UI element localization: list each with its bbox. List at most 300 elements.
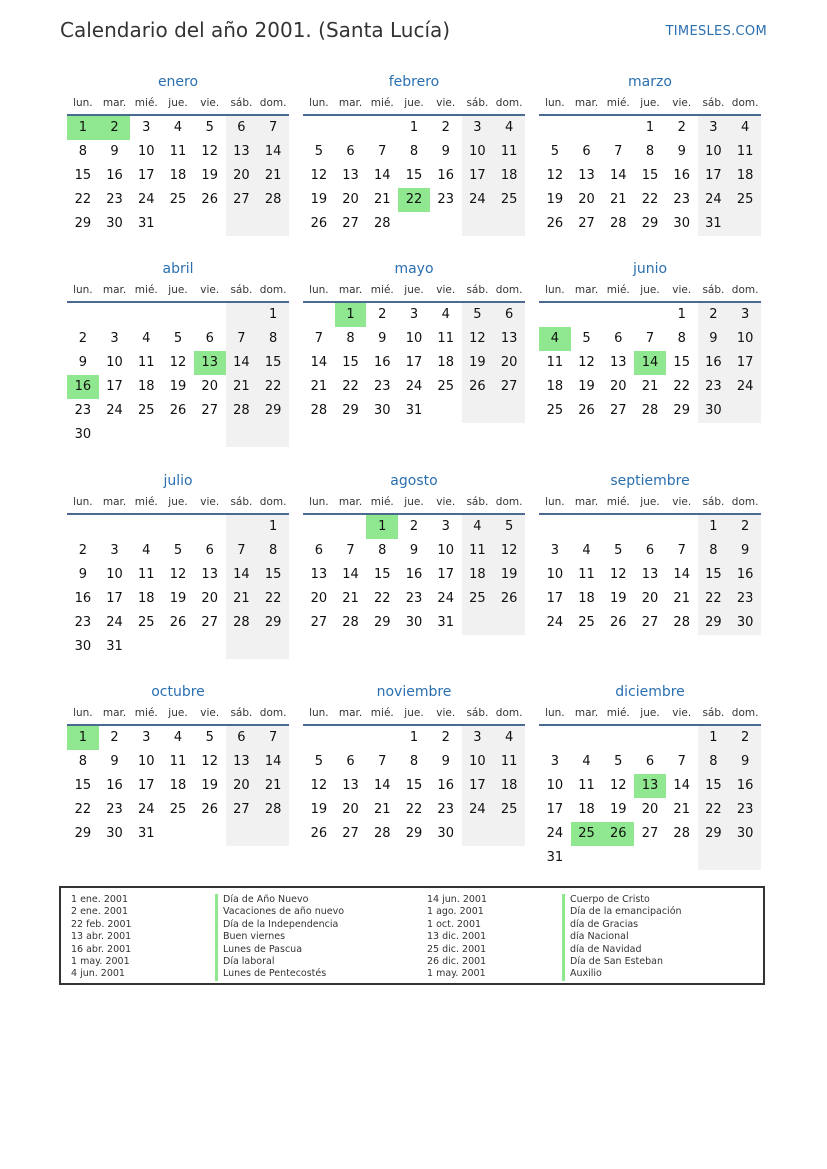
day-cell: 6 [226, 726, 258, 750]
day-cell: 17 [546, 591, 564, 606]
day-cell: 6 [346, 754, 355, 769]
day-cell: 17 [106, 591, 123, 606]
empty-day-cell [303, 515, 335, 539]
empty-day-cell [194, 822, 226, 846]
day-cell: 12 [169, 355, 187, 370]
weekday-label: lun. [309, 97, 329, 109]
day-cell: 11 [493, 140, 525, 164]
day-cell: 3 [550, 543, 559, 558]
weekday-label: mié. [606, 496, 630, 508]
legend-date: 16 abr. 2001 [71, 943, 132, 955]
holiday-day-cell: 4 [539, 327, 571, 351]
day-cell: 23 [698, 375, 730, 399]
day-cell: 24 [106, 403, 123, 418]
legend-dates-col-2 [427, 894, 487, 981]
day-cell: 15 [405, 778, 423, 793]
day-cell: 16 [374, 355, 391, 370]
empty-day-cell [462, 611, 494, 635]
day-cell: 23 [106, 192, 123, 207]
day-cell: 23 [74, 615, 92, 630]
month-name: marzo [628, 74, 672, 90]
day-cell: 17 [546, 802, 564, 817]
brand-link[interactable]: TIMESLES.COM [665, 24, 767, 39]
day-cell: 26 [201, 802, 218, 817]
day-cell: 21 [226, 375, 258, 399]
weekday-label: vie. [436, 707, 456, 719]
day-cell: 7 [257, 116, 289, 140]
day-cell: 27 [641, 826, 659, 841]
day-cell: 15 [257, 563, 289, 587]
day-cell: 12 [462, 327, 494, 351]
day-cell: 24 [138, 802, 155, 817]
weekday-label: lun. [73, 707, 93, 719]
day-cell: 4 [142, 331, 151, 346]
day-cell: 4 [441, 307, 450, 322]
empty-day-cell [571, 846, 603, 870]
weekday-label: vie. [436, 496, 456, 508]
day-cell: 17 [437, 567, 454, 582]
empty-day-cell [162, 423, 194, 447]
day-cell: 17 [698, 164, 730, 188]
weekday-label: sáb. [466, 707, 489, 719]
empty-day-cell [99, 423, 131, 447]
weekday-label: vie. [200, 707, 220, 719]
empty-day-cell [602, 515, 634, 539]
day-cell: 3 [550, 754, 559, 769]
day-cell: 20 [610, 379, 627, 394]
day-cell: 10 [106, 567, 123, 582]
day-cell: 1 [409, 730, 419, 745]
empty-day-cell [539, 515, 571, 539]
day-cell: 7 [645, 331, 655, 346]
day-cell: 27 [493, 375, 525, 399]
day-cell: 8 [409, 144, 419, 159]
day-cell: 10 [729, 327, 761, 351]
weekday-label: dom. [495, 97, 523, 109]
legend-date: 26 dic. 2001 [427, 955, 487, 967]
day-cell: 26 [546, 216, 564, 231]
legend-names-col-2 [562, 894, 682, 981]
day-cell: 24 [138, 192, 155, 207]
weekday-label: dom. [731, 97, 759, 109]
legend-holiday-name: Día laboral [215, 956, 344, 968]
day-cell: 3 [462, 116, 494, 140]
weekday-label: sáb. [702, 97, 725, 109]
legend-holiday-name: día Nacional [562, 931, 682, 943]
day-cell: 22 [641, 192, 659, 207]
day-cell: 3 [142, 120, 151, 135]
day-cell: 15 [74, 168, 92, 183]
legend-holiday-name: Cuerpo de Cristo [562, 894, 682, 906]
weekday-header [303, 279, 525, 303]
empty-day-cell [493, 822, 525, 846]
empty-day-cell [226, 303, 258, 327]
weekday-label: lun. [309, 496, 329, 508]
day-cell: 1 [698, 515, 730, 539]
day-cell: 20 [641, 591, 659, 606]
day-cell: 11 [437, 331, 454, 346]
day-cell: 9 [677, 144, 686, 159]
day-cell: 6 [614, 331, 623, 346]
weekday-label: vie. [200, 496, 220, 508]
day-cell: 12 [201, 144, 218, 159]
empty-day-cell [666, 515, 698, 539]
day-cell: 25 [169, 192, 187, 207]
day-cell: 22 [698, 587, 730, 611]
month-name: agosto [390, 473, 438, 489]
day-cell: 30 [74, 427, 92, 442]
holiday-day-cell: 13 [194, 351, 226, 375]
day-cell: 8 [78, 144, 87, 159]
weekday-label: vie. [672, 97, 692, 109]
day-grid [303, 303, 525, 423]
day-cell: 9 [729, 539, 761, 563]
day-cell: 6 [226, 116, 258, 140]
weekday-label: jue. [404, 707, 424, 719]
day-cell: 16 [437, 778, 454, 793]
day-cell: 12 [610, 567, 627, 582]
day-cell: 23 [437, 802, 454, 817]
weekday-header [303, 92, 525, 116]
month-febrero [303, 72, 525, 236]
empty-day-cell [462, 399, 494, 423]
day-grid [67, 515, 289, 659]
legend-date: 22 feb. 2001 [71, 918, 132, 930]
day-cell: 8 [346, 331, 355, 346]
month-abril [67, 259, 289, 447]
day-cell: 9 [378, 331, 387, 346]
day-cell: 5 [614, 543, 623, 558]
weekday-label: mié. [134, 496, 158, 508]
day-cell: 4 [582, 543, 591, 558]
weekday-label: mar. [338, 284, 363, 296]
weekday-label: sáb. [466, 496, 489, 508]
holiday-day-cell: 1 [67, 726, 99, 750]
day-cell: 19 [462, 351, 494, 375]
weekday-label: mié. [606, 707, 630, 719]
day-cell: 4 [582, 754, 591, 769]
day-grid [303, 726, 525, 846]
day-cell: 24 [462, 798, 494, 822]
day-cell: 6 [346, 144, 355, 159]
day-cell: 17 [106, 379, 123, 394]
day-cell: 2 [698, 303, 730, 327]
day-cell: 28 [257, 188, 289, 212]
day-cell: 28 [610, 216, 627, 231]
weekday-label: mié. [370, 496, 394, 508]
weekday-header [539, 279, 761, 303]
day-cell: 24 [437, 591, 454, 606]
weekday-label: vie. [436, 284, 456, 296]
weekday-label: dom. [495, 496, 523, 508]
day-cell: 2 [677, 120, 686, 135]
day-cell: 10 [546, 567, 564, 582]
day-cell: 7 [314, 331, 323, 346]
day-cell: 19 [169, 591, 187, 606]
day-cell: 10 [138, 144, 155, 159]
empty-day-cell [194, 212, 226, 236]
day-cell: 4 [493, 726, 525, 750]
day-cell: 14 [257, 750, 289, 774]
empty-day-cell [571, 116, 603, 140]
day-cell: 5 [173, 331, 183, 346]
day-cell: 20 [226, 164, 258, 188]
day-cell: 5 [205, 120, 214, 135]
day-cell: 24 [546, 615, 564, 630]
weekday-header [539, 702, 761, 726]
day-cell: 7 [378, 144, 387, 159]
day-cell: 13 [578, 168, 595, 183]
weekday-label: sáb. [702, 496, 725, 508]
day-cell: 14 [342, 567, 359, 582]
day-cell: 1 [409, 120, 419, 135]
day-grid [539, 726, 761, 870]
day-cell: 1 [257, 303, 289, 327]
weekday-label: vie. [200, 97, 220, 109]
day-cell: 1 [677, 307, 686, 322]
day-cell: 18 [169, 778, 187, 793]
day-cell: 6 [205, 543, 214, 558]
month-name: julio [163, 473, 193, 489]
day-cell: 13 [310, 567, 328, 582]
day-cell: 6 [314, 543, 323, 558]
weekday-label: mar. [574, 707, 599, 719]
day-cell: 14 [226, 351, 258, 375]
day-cell: 7 [346, 543, 355, 558]
weekday-label: lun. [73, 284, 93, 296]
day-cell: 14 [374, 168, 391, 183]
empty-day-cell [571, 303, 603, 327]
holiday-day-cell: 26 [602, 822, 634, 846]
month-julio [67, 471, 289, 659]
weekday-label: jue. [640, 284, 660, 296]
day-cell: 14 [310, 355, 328, 370]
day-cell: 30 [374, 403, 391, 418]
day-cell: 3 [698, 116, 730, 140]
legend-holiday-name: Lunes de Pascua [215, 944, 344, 956]
weekday-label: sáb. [230, 496, 253, 508]
day-grid [67, 116, 289, 236]
empty-day-cell [257, 635, 289, 659]
day-cell: 15 [257, 351, 289, 375]
day-cell: 16 [673, 168, 690, 183]
empty-day-cell [539, 303, 571, 327]
day-cell: 14 [226, 563, 258, 587]
empty-day-cell [493, 611, 525, 635]
weekday-label: lun. [73, 496, 93, 508]
empty-day-cell [257, 212, 289, 236]
empty-day-cell [130, 515, 162, 539]
day-cell: 30 [74, 639, 92, 654]
month-name: febrero [388, 74, 440, 90]
empty-day-cell [571, 515, 603, 539]
day-cell: 22 [257, 375, 289, 399]
holiday-day-cell: 1 [366, 515, 398, 539]
empty-day-cell [539, 116, 571, 140]
day-cell: 29 [257, 611, 289, 635]
day-cell: 26 [493, 587, 525, 611]
legend-dates-col-1 [71, 894, 132, 981]
empty-day-cell [194, 515, 226, 539]
empty-day-cell [130, 423, 162, 447]
day-cell: 10 [462, 140, 494, 164]
day-cell: 6 [582, 144, 591, 159]
day-cell: 16 [405, 567, 423, 582]
day-cell: 5 [582, 331, 591, 346]
empty-day-cell [194, 303, 226, 327]
empty-day-cell [162, 822, 194, 846]
day-cell: 29 [641, 216, 659, 231]
legend-date: 13 abr. 2001 [71, 931, 132, 943]
day-cell: 18 [138, 591, 155, 606]
legend-date: 1 ago. 2001 [427, 906, 484, 918]
day-cell: 14 [673, 778, 690, 793]
day-cell: 21 [610, 192, 627, 207]
month-noviembre [303, 682, 525, 846]
day-cell: 25 [493, 798, 525, 822]
day-cell: 23 [729, 798, 761, 822]
day-cell: 7 [257, 726, 289, 750]
day-cell: 20 [342, 192, 359, 207]
day-cell: 25 [729, 188, 761, 212]
day-cell: 5 [493, 515, 525, 539]
day-cell: 7 [378, 754, 387, 769]
weekday-label: jue. [404, 284, 424, 296]
day-cell: 29 [698, 822, 730, 846]
day-cell: 27 [342, 216, 359, 231]
day-cell: 26 [578, 403, 595, 418]
day-cell: 1 [698, 726, 730, 750]
weekday-label: lun. [545, 97, 565, 109]
weekday-label: mié. [370, 284, 394, 296]
day-cell: 27 [641, 615, 659, 630]
day-cell: 24 [405, 379, 423, 394]
weekday-label: vie. [672, 284, 692, 296]
day-cell: 28 [374, 216, 391, 231]
day-cell: 16 [698, 351, 730, 375]
day-cell: 7 [226, 327, 258, 351]
empty-day-cell [366, 726, 398, 750]
month-diciembre [539, 682, 761, 870]
day-cell: 29 [74, 216, 92, 231]
day-cell: 2 [729, 515, 761, 539]
day-cell: 11 [546, 355, 564, 370]
day-cell: 13 [610, 355, 627, 370]
day-cell: 9 [78, 355, 87, 370]
month-name: mayo [394, 261, 434, 277]
day-cell: 15 [342, 355, 359, 370]
day-cell: 1 [645, 120, 655, 135]
weekday-label: mar. [574, 496, 599, 508]
day-cell: 17 [729, 351, 761, 375]
weekday-label: dom. [731, 707, 759, 719]
empty-day-cell [226, 515, 258, 539]
day-cell: 22 [257, 587, 289, 611]
empty-day-cell [602, 303, 634, 327]
weekday-label: vie. [436, 97, 456, 109]
day-cell: 9 [78, 567, 87, 582]
day-cell: 31 [546, 850, 564, 865]
day-cell: 21 [374, 192, 391, 207]
month-name: diciembre [615, 684, 685, 700]
weekday-label: sáb. [702, 707, 725, 719]
weekday-label: lun. [545, 707, 565, 719]
day-cell: 8 [78, 754, 87, 769]
weekday-label: mar. [102, 707, 127, 719]
empty-day-cell [634, 726, 666, 750]
day-cell: 19 [546, 192, 564, 207]
day-cell: 24 [546, 826, 564, 841]
weekday-label: jue. [168, 707, 188, 719]
weekday-label: dom. [259, 707, 287, 719]
day-cell: 5 [314, 754, 323, 769]
day-cell: 19 [610, 802, 627, 817]
day-cell: 20 [310, 591, 328, 606]
day-cell: 3 [110, 331, 119, 346]
day-cell: 4 [173, 120, 183, 135]
empty-day-cell [162, 635, 194, 659]
day-cell: 16 [729, 774, 761, 798]
legend-holiday-name: Día de la Independencia [215, 919, 344, 931]
empty-day-cell [162, 212, 194, 236]
month-name: abril [162, 261, 194, 277]
day-cell: 13 [226, 140, 258, 164]
day-cell: 23 [374, 379, 391, 394]
month-octubre [67, 682, 289, 846]
day-cell: 30 [437, 826, 454, 841]
day-cell: 5 [550, 144, 559, 159]
day-cell: 30 [729, 822, 761, 846]
day-grid [539, 515, 761, 635]
day-cell: 17 [138, 778, 155, 793]
weekday-label: lun. [309, 707, 329, 719]
day-cell: 20 [201, 591, 218, 606]
day-cell: 29 [673, 403, 690, 418]
month-agosto [303, 471, 525, 635]
legend-names-col-1 [215, 894, 344, 981]
legend-date: 1 may. 2001 [71, 955, 130, 967]
holiday-day-cell: 2 [99, 116, 131, 140]
day-cell: 17 [138, 168, 155, 183]
day-cell: 11 [138, 355, 155, 370]
day-cell: 22 [405, 802, 423, 817]
weekday-label: lun. [73, 97, 93, 109]
empty-day-cell [602, 116, 634, 140]
day-cell: 21 [257, 164, 289, 188]
day-cell: 15 [74, 778, 92, 793]
day-cell: 19 [169, 379, 187, 394]
legend-holiday-name: Día de la emancipación [562, 906, 682, 918]
day-cell: 20 [641, 802, 659, 817]
day-grid [303, 515, 525, 635]
day-cell: 21 [226, 587, 258, 611]
empty-day-cell [67, 303, 99, 327]
day-cell: 31 [138, 826, 155, 841]
empty-day-cell [398, 212, 430, 236]
day-cell: 31 [405, 403, 423, 418]
weekday-header [67, 491, 289, 515]
day-cell: 14 [610, 168, 627, 183]
weekday-label: mié. [370, 707, 394, 719]
day-cell: 16 [74, 591, 92, 606]
day-cell: 26 [610, 615, 627, 630]
day-cell: 12 [310, 168, 328, 183]
day-cell: 11 [729, 140, 761, 164]
weekday-label: mar. [338, 707, 363, 719]
day-cell: 5 [614, 754, 623, 769]
empty-day-cell [226, 212, 258, 236]
empty-day-cell [130, 635, 162, 659]
